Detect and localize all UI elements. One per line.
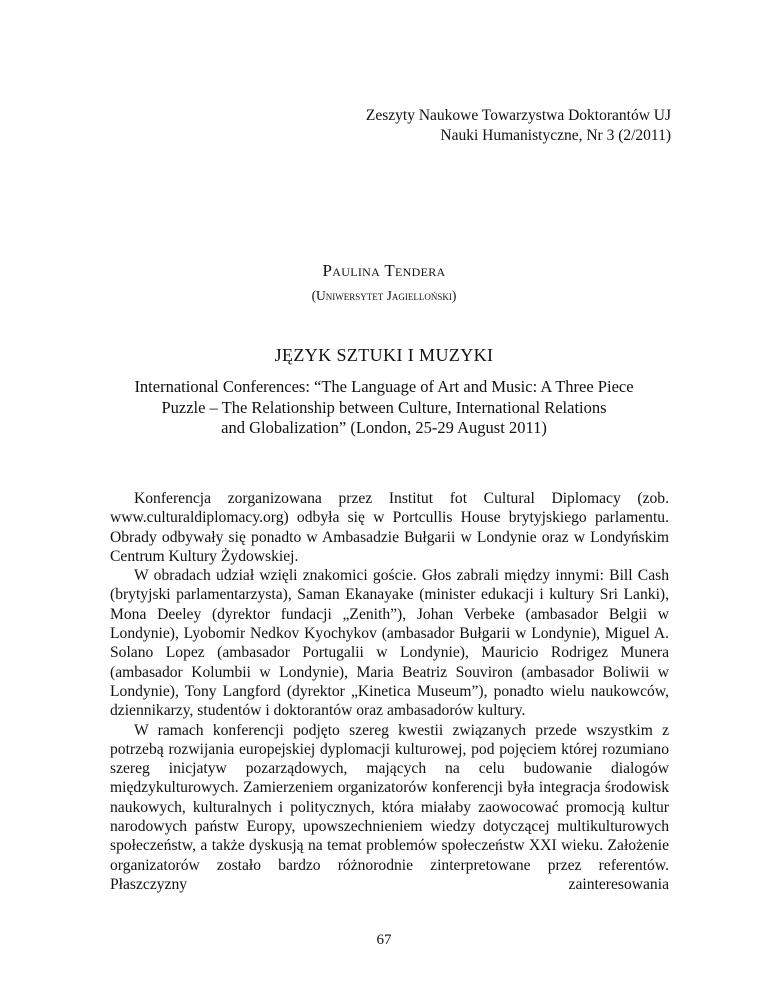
body-paragraph: W obradach udział wzięli znakomici goście. Głos zabrali między innymi: Bill Cash (brytyjski parlamentarzysta), Saman Ekanayake (minister edukacji i kultury Sri Lanki), Mona Deeley (dyrektor fundacji „Zenith”), Johan Verbeke (ambasador Belgii w Londynie), Lyobomir Nedkov Kyochykov (ambasador Bułgarii w Londynie), Miguel A. Solano Lopez (ambasador Portugalii w Londynie), Mauricio Rodrigez Munera (ambasador Kolumbii w Londynie), Maria Beatriz Souviron (ambasador Boliwii w Londynie), Tony Langford (dyrektor „Kinetica Museum”), ponadto wielu naukowców, dziennikarzy, studentów i doktorantów oraz ambasadorów kultury. — [110, 567, 669, 720]
page-number: 67 — [376, 932, 392, 948]
author-affiliation: (Uniwersytet Jagielloński) — [311, 288, 457, 303]
body-paragraph: W ramach konferencji podjęto szereg kwestii związanych przede wszystkim z potrzebą rozwijania europejskiej dyplomacji kulturowej, pod pojęciem której rozumiano szereg inicjatyw pozarządowych, mających na celu budowanie dialogów międzykulturowych. Zamierzeniem organizatorów konferencji była integracja środowisk naukowych, kulturalnych i politycznych, która miałaby zaowocować promocją kultur narodowych państw Europy, upowszechnieniem wiedzy dotyczącej multikulturowych społeczeństw, a także dyskusją na temat problemów społeczeństw XXI wieku. Założenie organizatorów zostało bardzo różnorodnie zinterpretowane przez referentów. Płaszczyzny zainteresowania — [110, 721, 669, 893]
subtitle-line: International Conferences: “The Language of Art and Music: A Three Piece — [134, 377, 634, 396]
subtitle-line: Puzzle – The Relationship between Culture, International Relations — [161, 397, 607, 417]
journal-header — [366, 106, 671, 146]
journal-name: Zeszyty Naukowe Towarzystwa Doktorantów UJ — [365, 107, 671, 124]
journal-issue: Nauki Humanistyczne, Nr 3 (2/2011) — [440, 127, 671, 144]
subtitle-line: and Globalization” (London, 25-29 August 2011) — [221, 418, 547, 437]
article-title: JĘZYK SZTUKI I MUZYKI — [274, 345, 494, 365]
author-name: Paulina Tendera — [322, 261, 446, 280]
article-body — [110, 489, 669, 894]
article-subtitle — [110, 377, 658, 439]
body-paragraph: Konferencja zorganizowana przez Institut fot Cultural Diplomacy (zob. www.culturaldiplomacy.org) odbyła się w Portcullis House brytyjskiego parlamentu. Obrady odbywały się ponadto w Ambasadzie Bułgarii w Londynie oraz w Londyńskim Centrum Kultury Żydowskiej. — [110, 490, 669, 565]
